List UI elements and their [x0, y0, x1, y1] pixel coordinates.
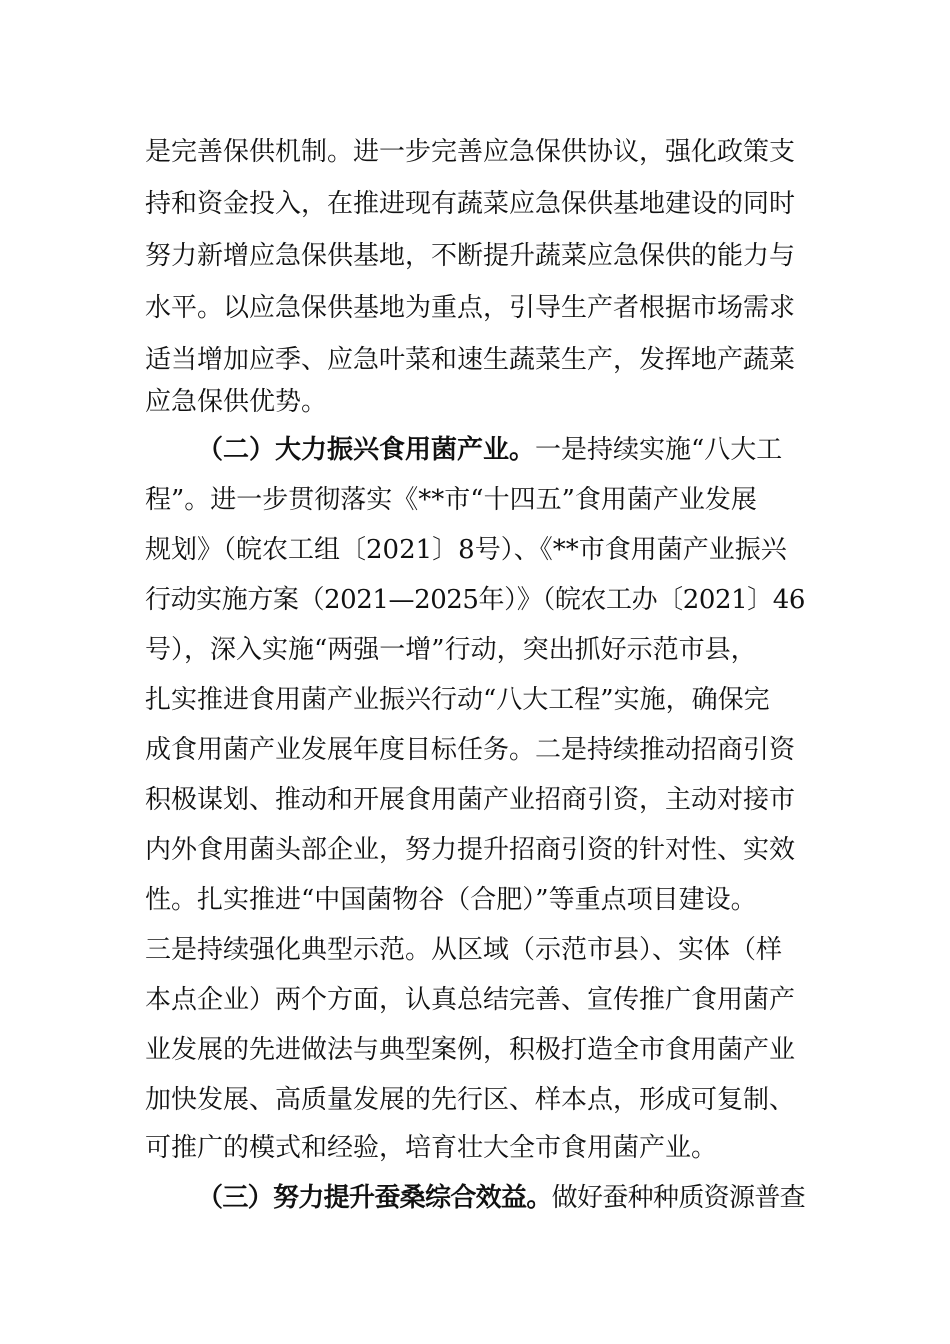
section-heading-line: （二）大力振兴食用菌产业。一是持续实施“八大工 — [197, 435, 783, 465]
text-line: 持和资金投入，在推进现有蔬菜应急保供基地建设的同时 — [145, 189, 796, 219]
text-line: 行动实施方案（2021—2025年）》（皖农工办〔2021〕46 — [145, 585, 805, 615]
text-line: 水平。以应急保供基地为重点，引导生产者根据市场需求 — [145, 293, 796, 323]
text-line: 扎实推进食用菌产业振兴行动“八大工程”实施，确保完 — [145, 685, 770, 715]
text-line: 性。扎实推进“中国菌物谷（合肥）”等重点项目建设。 — [145, 885, 757, 915]
text-line: 是完善保供机制。进一步完善应急保供协议，强化政策支 — [145, 137, 796, 167]
text-line: 加快发展、高质量发展的先行区、样本点，形成可复制、 — [145, 1085, 796, 1115]
text-line: 号），深入实施“两强一增”行动，突出抓好示范市县， — [145, 635, 757, 665]
text-line: 内外食用菌头部企业，努力提升招商引资的针对性、实效 — [145, 835, 796, 865]
text-line: 积极谋划、推动和开展食用菌产业招商引资，主动对接市 — [145, 785, 796, 815]
text-line: 本点企业）两个方面，认真总结完善、宣传推广食用菌产 — [145, 985, 796, 1015]
section-heading-line: （三）努力提升蚕桑综合效益。做好蚕种种质资源普查 — [197, 1183, 805, 1213]
text-line: 成食用菌产业发展年度目标任务。二是持续推动招商引资 — [145, 735, 796, 765]
text-line: 程”。进一步贯彻落实《**市“十四五”食用菌产业发展 — [145, 485, 757, 515]
section-heading: （二）大力振兴食用菌产业。 — [197, 435, 536, 465]
section-heading: （三）努力提升蚕桑综合效益。 — [197, 1183, 552, 1213]
text-line: 规划》（皖农工组〔2021〕8号）、《**市食用菌产业振兴 — [145, 535, 787, 565]
text-line: 努力新增应急保供基地，不断提升蔬菜应急保供的能力与 — [145, 241, 796, 271]
text-line: 适当增加应季、应急叶菜和速生蔬菜生产，发挥地产蔬菜 — [145, 345, 796, 375]
text-line: 三是持续强化典型示范。从区域（示范市县）、实体（样 — [145, 935, 783, 965]
text-line: 应急保供优势。 — [145, 387, 328, 417]
text-line: 业发展的先进做法与典型案例，积极打造全市食用菌产业 — [145, 1035, 796, 1065]
text-line: 可推广的模式和经验，培育壮大全市食用菌产业。 — [145, 1133, 718, 1163]
